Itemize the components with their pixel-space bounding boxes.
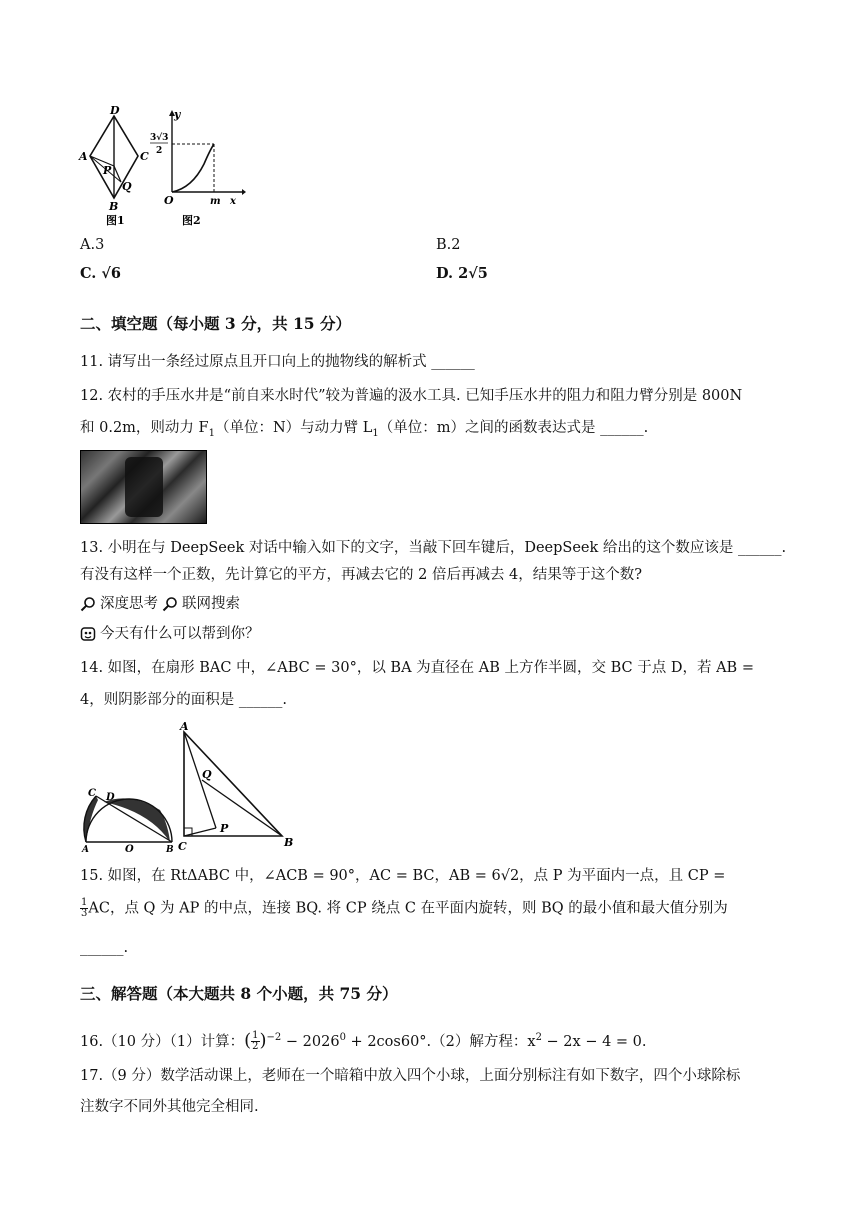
fig1-label-b: B bbox=[109, 200, 119, 213]
hand-pump-photo bbox=[80, 450, 207, 524]
q12-sub-l: 1 bbox=[372, 427, 379, 439]
fig1-label-a: A bbox=[79, 150, 88, 163]
q15-frac-den: 3 bbox=[81, 908, 88, 919]
q16-exp2: 2 bbox=[535, 1032, 542, 1043]
fig2-m-label: m bbox=[210, 196, 221, 207]
fig14-label-b: B bbox=[166, 845, 174, 852]
q16-fraction bbox=[251, 1031, 259, 1052]
deep-think-label[interactable]: 深度思考 bbox=[100, 596, 158, 612]
fig2-y-label: y bbox=[174, 108, 181, 121]
fig2-x-label: x bbox=[230, 196, 236, 207]
figure-q14-sector bbox=[80, 782, 180, 852]
fig1-label-p: P bbox=[103, 164, 112, 177]
q16-exp0: 0 bbox=[339, 1032, 346, 1043]
question-12-line-2 bbox=[80, 418, 648, 444]
fig1-label-c: C bbox=[140, 150, 149, 163]
fig14-label-c: C bbox=[88, 788, 96, 799]
q12-part-c: （单位：m）之间的函数表达式是 ______. bbox=[378, 420, 649, 436]
question-15-line-2 bbox=[80, 898, 728, 919]
option-b: B.2 bbox=[436, 237, 461, 253]
section-2-title: 二、填空题（每小题 3 分，共 15 分） bbox=[80, 314, 351, 333]
fig1-label-d: D bbox=[110, 104, 120, 117]
question-14-line-2: 4，则阴影部分的面积是 ______. bbox=[80, 692, 287, 708]
fig2-y-tick: 3√3 bbox=[150, 133, 169, 143]
q16-part-b: − 2026 bbox=[281, 1033, 340, 1050]
option-c: C. √6 bbox=[80, 265, 122, 282]
question-13-line-2: 有没有这样一个正数，先计算它的平方，再减去它的 2 倍后再减去 4，结果等于这个数? bbox=[80, 567, 643, 583]
fig2-y-tick-den: 2 bbox=[156, 146, 163, 156]
question-17-line-2: 注数字不同外其他完全相同. bbox=[80, 1099, 259, 1115]
option-d: D. 2√5 bbox=[436, 265, 488, 282]
option-a: A.3 bbox=[80, 237, 105, 253]
search-icon[interactable] bbox=[80, 596, 96, 612]
q16-part-d: − 2x − 4 = 0. bbox=[541, 1033, 647, 1050]
fig15-label-b: B bbox=[284, 836, 294, 849]
q16-frac-den: 2 bbox=[252, 1041, 259, 1053]
help-prompt: 今天有什么可以帮到你？ bbox=[100, 626, 260, 642]
q12-part-b: （单位：N）与动力臂 L bbox=[214, 420, 373, 436]
deepseek-greeting bbox=[80, 624, 260, 644]
q15-line-2-text: AC，点 Q 为 AP 的中点，连接 BQ. 将 CP 绕点 C 在平面内旋转，则 BQ 的最小值和最大值分别为 bbox=[88, 900, 728, 917]
question-14-line-1: 14. 如图，在扇形 BAC 中，∠ABC = 30°，以 BA 为直径在 AB 上方作半圆，交 BC 于点 D，若 AB = bbox=[80, 660, 754, 676]
question-12-line-1: 12. 农村的手压水井是“前自来水时代”较为普遍的汲水工具. 已知手压水井的阻力和阻力臂分别是 800N bbox=[80, 388, 743, 404]
question-13-line-1: 13. 小明在与 DeepSeek 对话中输入如下的文字，当敲下回车键后，DeepSeek 给出的这个数应该是 ______. bbox=[80, 540, 787, 556]
q12-sub-f: 1 bbox=[208, 427, 215, 439]
question-16: 16.（10 分）（1）计算：( $\frac{1}{2}$ )$^{-2} - 2026^0 + 2\cos 60^\circ.(2)$解方程：$x^2 - 2x - 4 = 0$. bbox=[80, 1029, 647, 1053]
fig1-label-q: Q bbox=[122, 180, 132, 193]
fig15-label-q: Q bbox=[202, 768, 212, 781]
q16-exp: −2 bbox=[266, 1032, 282, 1043]
search-icon[interactable] bbox=[162, 596, 178, 612]
whale-logo-icon bbox=[80, 626, 96, 642]
question-15-line-1: 15. 如图，在 RtΔABC 中，∠ACB = 90°，AC = BC，AB = 6√2，点 P 为平面内一点，且 CP = bbox=[80, 868, 726, 884]
deepseek-toolbar bbox=[80, 594, 240, 614]
fig2-origin: O bbox=[164, 194, 174, 207]
q12-part-a: 和 0.2m，则动力 F bbox=[80, 420, 209, 436]
question-15-line-3: ______. bbox=[80, 940, 129, 956]
fig14-label-o: O bbox=[125, 844, 134, 852]
figure-2-graph bbox=[146, 104, 246, 232]
fig2-caption: 图2 bbox=[182, 214, 201, 227]
fig14-label-d: D bbox=[106, 792, 115, 803]
fig15-label-a: A bbox=[180, 720, 189, 733]
q15-frac-num: 1 bbox=[81, 897, 88, 908]
question-11: 11. 请写出一条经过原点且开口向上的抛物线的解析式 ______ bbox=[80, 354, 475, 370]
fig14-label-a: A bbox=[82, 845, 89, 852]
section-3-title: 三、解答题（本大题共 8 个小题，共 75 分） bbox=[80, 984, 398, 1003]
q16-frac-num: 1 bbox=[252, 1030, 259, 1042]
web-search-label[interactable]: 联网搜索 bbox=[182, 596, 240, 612]
question-17-line-1: 17.（9 分）数学活动课上，老师在一个暗箱中放入四个小球，上面分别标注有如下数字，四个小球除标 bbox=[80, 1068, 741, 1084]
q16-part-c: + 2cos60°.（2）解方程：x bbox=[345, 1033, 536, 1050]
fig1-caption: 图1 bbox=[106, 214, 125, 227]
figure-q15-triangle bbox=[172, 718, 300, 852]
fig15-label-p: P bbox=[220, 822, 229, 835]
fig15-label-c: C bbox=[178, 840, 187, 852]
q16-part-a: 16.（10 分）（1）计算： bbox=[80, 1033, 245, 1050]
